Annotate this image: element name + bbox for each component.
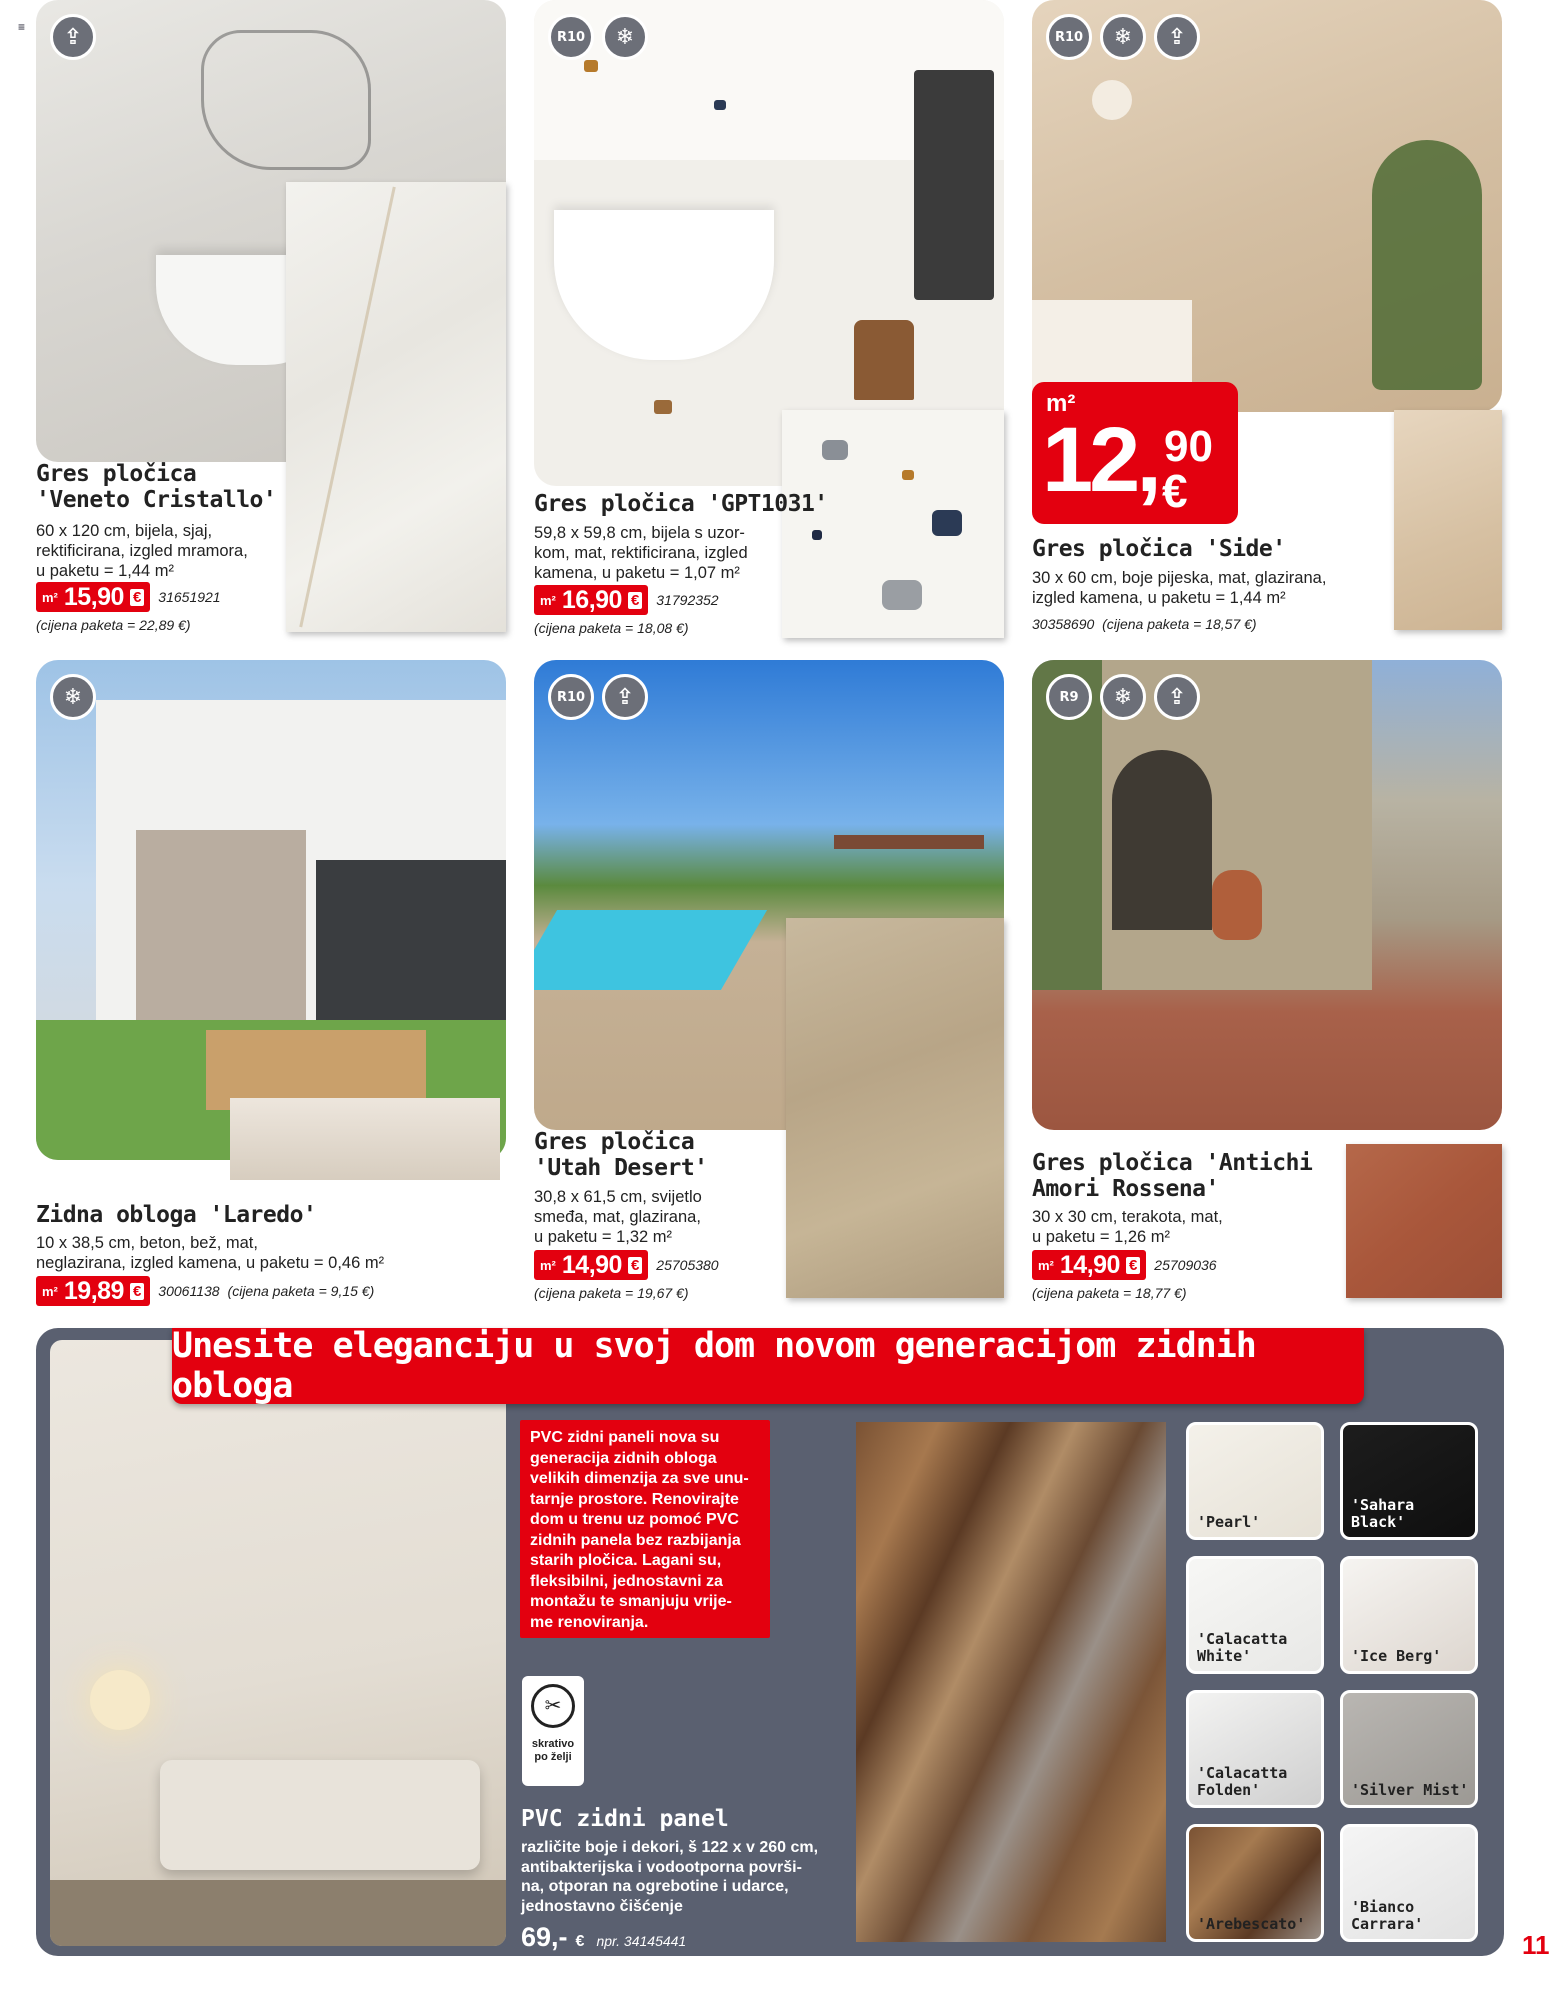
slip-r10-icon: R10 (548, 674, 594, 720)
frost-icon: ❄ (50, 674, 96, 720)
wall-floor-icon: ⇪ (602, 674, 648, 720)
antichi-photo (1032, 660, 1502, 1130)
laredo-desc: 10 x 38,5 cm, beton, bež, mat, neglazirana, izgled kamena, u paketu = 0,46 m² (36, 1234, 385, 1272)
antichi-price: m² 14,90 € 25709036 (1032, 1250, 1217, 1280)
laredo-sku: 30061138 (158, 1283, 220, 1299)
pvc-panel-sku: npr. 34145441 (596, 1933, 687, 1949)
veneto-price: m² 15,90 € 31651921 (36, 582, 221, 612)
pvc-panel-title: PVC zidni panel (521, 1806, 729, 1832)
frost-icon: ❄ (602, 14, 648, 60)
wall-floor-icon: ⇪ (50, 14, 96, 60)
side-icons (1046, 14, 1200, 60)
frost-icon: ❄ (1100, 14, 1146, 60)
side-big-price: m² 12, 90 € (1032, 382, 1238, 524)
frost-icon: ❄ (1100, 674, 1146, 720)
antichi-tile-swatch (1346, 1144, 1502, 1298)
tile-arebescato: 'Arebescato' (1186, 1824, 1324, 1942)
page-number: 11 (1522, 1930, 1550, 1960)
antichi-package: (cijena paketa = 18,77 €) (1032, 1285, 1187, 1301)
slip-r10-icon: R10 (1046, 14, 1092, 60)
gpt-package: (cijena paketa = 18,08 €) (534, 620, 689, 636)
tile-calacatta-white: 'Calacatta White' (1186, 1556, 1324, 1674)
gpt-sku: 31792352 (656, 592, 719, 608)
utah-title: Gres pločica 'Utah Desert' (534, 1129, 708, 1181)
pvc-panel-desc: različite boje i dekori, š 122 x v 260 cm, antibakterijska i vodootporna površi- na, otporan na ogrebotine i udarce, jednostavno čišćenje (521, 1839, 819, 1915)
side-tile-swatch (1394, 410, 1502, 630)
tile-bianco-carrara: 'Bianco Carrara' (1340, 1824, 1478, 1942)
veneto-sku: 31651921 (158, 589, 221, 605)
scissors-icon: ✂ (531, 1684, 575, 1728)
living-room-photo (50, 1340, 506, 1946)
veneto-desc: 60 x 120 cm, bijela, sjaj, rektificirana, izgled mramora, u paketu = 1,44 m² (36, 522, 248, 580)
gpt-title: Gres pločica 'GPT1031' (534, 491, 828, 517)
utah-sku: 25705380 (656, 1257, 719, 1273)
side-package: 30358690 (cijena paketa = 18,57 €) (1032, 616, 1257, 632)
veneto-package: (cijena paketa = 22,89 €) (36, 617, 191, 633)
gpt-price: m² 16,90 € 31792352 (534, 585, 719, 615)
cut-to-size-tag: ✂ skrativo po želji (522, 1676, 584, 1786)
veneto-title: Gres pločica 'Veneto Cristallo' (36, 461, 277, 513)
wall-floor-icon: ⇪ (1154, 14, 1200, 60)
gpt-icons (548, 14, 648, 60)
utah-icons (548, 674, 648, 720)
utah-package: (cijena paketa = 19,67 €) (534, 1285, 689, 1301)
tile-calacatta-folden: 'Calacatta Folden' (1186, 1690, 1324, 1808)
tile-pearl: 'Pearl' (1186, 1422, 1324, 1540)
side-sku: 30358690 (1032, 616, 1095, 632)
antichi-desc: 30 x 30 cm, terakota, mat, u paketu = 1,26 m² (1032, 1208, 1223, 1246)
pvc-info-box: PVC zidni paneli nova su generacija zidnih obloga velikih dimenzija za sve unu- tarnje prostore. Renovirajte dom u trenu uz pomoć PVC zidnih panela bez razbijanja starih pločica. Lagani su, fleksibilni, jednostavni za montažu te smanjuju vrije- me renoviranja. (520, 1420, 770, 1638)
slip-r10-icon: R10 (548, 14, 594, 60)
arabescato-large-sample (856, 1422, 1166, 1942)
banner-title: Unesite eleganciju u svoj dom novom generacijom zidnih obloga (172, 1328, 1364, 1404)
tile-sahara-black: 'Sahara Black' (1340, 1422, 1478, 1540)
gpt-tile-swatch (782, 410, 1004, 638)
tile-ice-berg: 'Ice Berg' (1340, 1556, 1478, 1674)
laredo-package: (cijena paketa = 9,15 €) (227, 1283, 375, 1299)
corner-mark: ≡ (18, 20, 26, 34)
utah-desc: 30,8 x 61,5 cm, svijetlo smeđa, mat, glazirana, u paketu = 1,32 m² (534, 1188, 702, 1246)
veneto-icons (50, 14, 96, 60)
antichi-sku: 25709036 (1154, 1257, 1217, 1273)
veneto-tile-swatch (286, 182, 506, 632)
side-title: Gres pločica 'Side' (1032, 536, 1286, 562)
laredo-title: Zidna obloga 'Laredo' (36, 1202, 317, 1228)
antichi-icons (1046, 674, 1200, 720)
tile-silver-mist: 'Silver Mist' (1340, 1690, 1478, 1808)
wall-floor-icon: ⇪ (1154, 674, 1200, 720)
laredo-photo (36, 660, 506, 1160)
pvc-panel-price: 69,- € npr. 34145441 (521, 1922, 687, 1952)
antichi-title: Gres pločica 'Antichi Amori Rossena' (1032, 1150, 1313, 1202)
utah-tile-swatch (786, 918, 1004, 1298)
gpt-desc: 59,8 x 59,8 cm, bijela s uzor- kom, mat, rektificirana, izgled kamena, u paketu = 1,07 m² (534, 524, 748, 582)
slip-r9-icon: R9 (1046, 674, 1092, 720)
laredo-tile-swatch (230, 1098, 500, 1180)
utah-price: m² 14,90 € 25705380 (534, 1250, 719, 1280)
side-desc: 30 x 60 cm, boje pijeska, mat, glazirana, izgled kamena, u paketu = 1,44 m² (1032, 569, 1327, 607)
laredo-icons (50, 674, 96, 720)
laredo-price: m² 19,89 € 30061138 (cijena paketa = 9,15 €) (36, 1276, 374, 1306)
side-photo (1032, 0, 1502, 412)
